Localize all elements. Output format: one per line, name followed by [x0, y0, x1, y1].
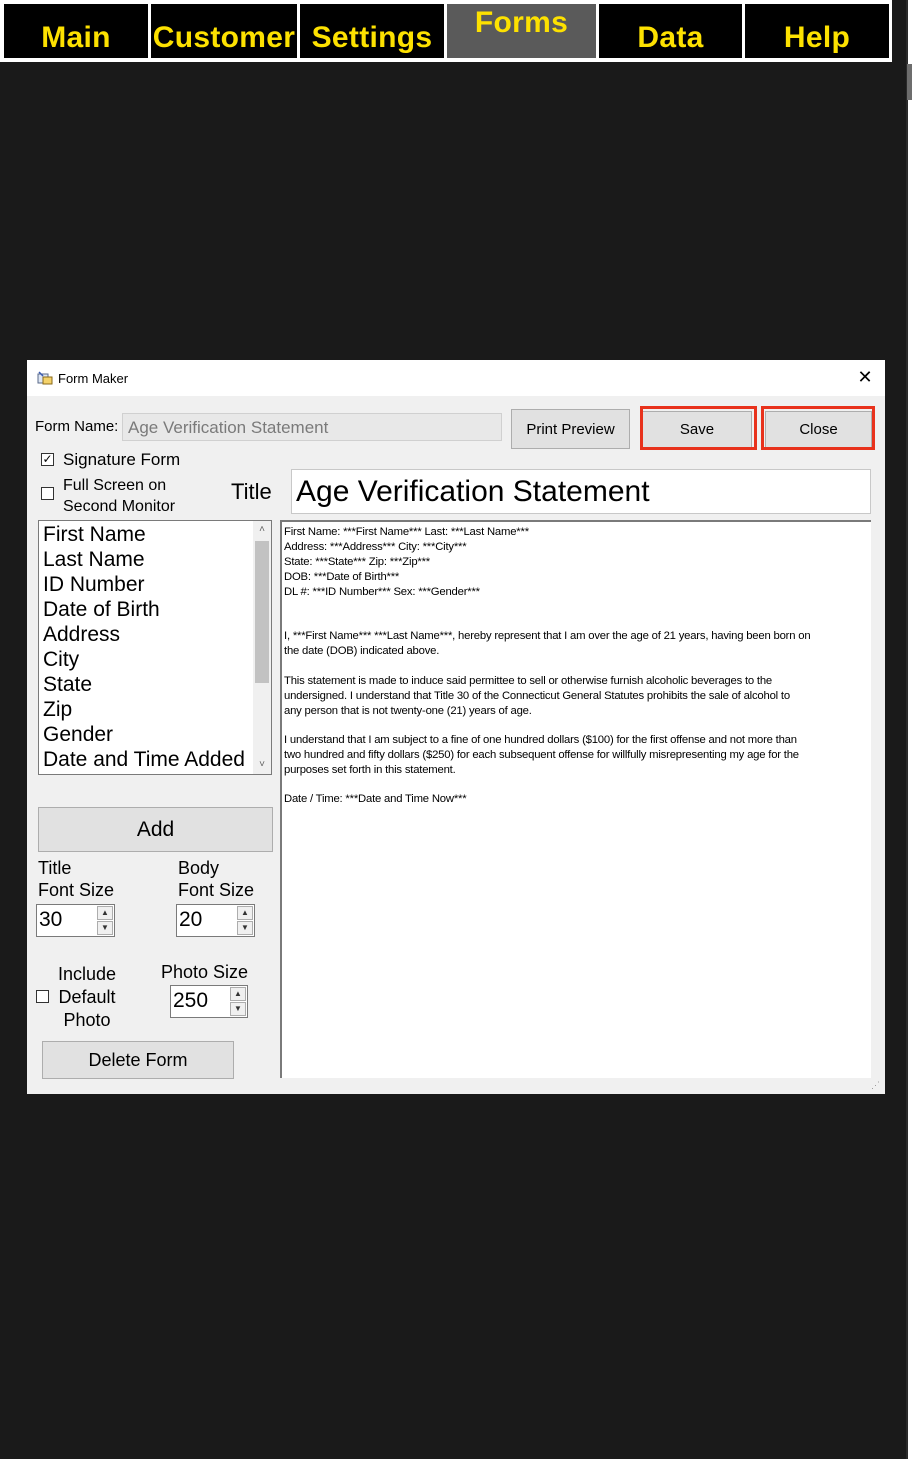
body-line: two hundred and fifty dollars ($250) for each subsequent offense for willfully misrepresenting my age for the [284, 749, 799, 761]
full-screen-label [63, 475, 175, 517]
body-line: First Name: ***First Name*** Last: ***Last Name*** [284, 526, 529, 538]
include-photo-label-line-2: Default [58, 987, 116, 1007]
listbox-scrollbar[interactable] [253, 521, 271, 774]
chevron-down-icon[interactable]: ˅ [259, 759, 265, 770]
tab-main[interactable] [4, 4, 148, 58]
add-field-button[interactable]: Add [38, 807, 273, 852]
body-font-size-value: 20 [179, 908, 203, 931]
delete-form-button[interactable]: Delete Form [42, 1041, 234, 1079]
include-photo-label-line-3: Photo [63, 1010, 111, 1030]
photo-size-label: Photo Size [161, 962, 249, 982]
body-line: any person that is not twenty-one (21) years of age. [284, 705, 532, 717]
list-item[interactable]: State [43, 673, 93, 696]
form-name-label: Form Name: [35, 418, 119, 435]
body-font-size-label-line-2: Font Size [178, 880, 255, 900]
tab-customer-label: Customer [152, 21, 296, 54]
title-font-size-label-line-1: Title [38, 858, 72, 878]
body-font-size-stepper[interactable] [176, 904, 255, 937]
form-name-input[interactable]: Age Verification Statement [122, 413, 502, 441]
full-screen-checkbox[interactable] [41, 487, 54, 500]
title-font-size-value: 30 [39, 908, 63, 931]
fields-listbox[interactable] [38, 520, 272, 775]
title-font-size-stepper[interactable] [36, 904, 115, 937]
window-bottom-border [0, 1459, 913, 1463]
tab-customer[interactable] [151, 4, 297, 58]
signature-form-checkbox[interactable] [41, 453, 54, 466]
close-button-highlight [761, 406, 875, 450]
scrollbar-thumb[interactable] [907, 64, 912, 100]
tab-main-label: Main [41, 21, 111, 54]
include-photo-label-line-1: Include [58, 964, 117, 984]
close-icon[interactable]: ✕ [857, 367, 873, 387]
title-font-size-label [38, 857, 114, 901]
list-item[interactable]: ID Number [43, 573, 145, 596]
list-item[interactable]: Date and Time Added [43, 748, 245, 771]
body-line: State: ***State*** Zip: ***Zip*** [284, 556, 430, 568]
save-button-highlight [640, 406, 757, 450]
body-line: This statement is made to induce said permittee to sell or otherwise furnish alcoholic beverages to the [284, 675, 773, 687]
dialog-titlebar [27, 360, 885, 396]
stepper-down-icon[interactable]: ▼ [230, 1002, 246, 1016]
form-body-editor[interactable] [280, 520, 871, 1078]
body-line: I, ***First Name*** ***Last Name***, hereby represent that I am over the age of 21 years, having been born on [284, 630, 811, 642]
tab-settings[interactable] [300, 4, 444, 58]
body-line: DL #: ***ID Number*** Sex: ***Gender*** [284, 586, 480, 598]
photo-size-value: 250 [173, 989, 209, 1012]
title-font-size-label-line-2: Font Size [38, 880, 115, 900]
body-line: DOB: ***Date of Birth*** [284, 571, 400, 583]
list-item[interactable]: Gender [43, 723, 114, 746]
tab-forms[interactable] [447, 4, 596, 58]
tab-help-label: Help [783, 21, 851, 54]
signature-form-label: Signature Form [63, 450, 181, 469]
tab-settings-label: Settings [311, 21, 433, 54]
main-nav [0, 0, 892, 62]
form-maker-app-icon [37, 371, 53, 385]
body-line: Address: ***Address*** City: ***City*** [284, 541, 467, 553]
body-line: I understand that I am subject to a fine of one hundred dollars ($100) for the first offense and not more than [284, 734, 797, 746]
dialog-title: Form Maker [58, 371, 129, 386]
list-item[interactable]: Date of Birth [43, 598, 160, 621]
photo-size-stepper[interactable] [170, 985, 248, 1018]
body-line: Date / Time: ***Date and Time Now*** [284, 793, 467, 805]
tab-data[interactable] [599, 4, 742, 58]
stepper-up-icon[interactable]: ▲ [230, 987, 246, 1001]
list-item[interactable]: Last Name [43, 548, 145, 571]
list-item[interactable]: First Name [43, 523, 146, 546]
include-default-photo-checkbox[interactable] [36, 990, 49, 1003]
window-border [908, 0, 913, 1463]
title-input[interactable]: Age Verification Statement [291, 469, 871, 514]
list-item[interactable]: Address [43, 623, 121, 646]
tab-forms-label: Forms [474, 6, 569, 39]
form-maker-dialog [27, 360, 885, 1094]
body-font-size-label [178, 857, 254, 901]
resize-grip-icon[interactable]: ⋰ [871, 1080, 880, 1090]
checkmark-icon: ✓ [42, 452, 53, 466]
close-button[interactable]: Close [765, 411, 872, 448]
body-font-size-label-line-1: Body [178, 858, 220, 878]
stepper-down-icon[interactable]: ▼ [237, 921, 253, 935]
body-line: the date (DOB) indicated above. [284, 645, 440, 657]
list-item[interactable]: Zip [43, 698, 73, 721]
body-line: undersigned. I understand that Title 30 of the Connecticut General Statutes prohibits the sale of alcohol to [284, 690, 790, 702]
stepper-down-icon[interactable]: ▼ [97, 921, 113, 935]
stepper-up-icon[interactable]: ▲ [97, 906, 113, 920]
include-default-photo-label [58, 963, 116, 1032]
body-line: purposes set forth in this statement. [284, 764, 456, 776]
tab-data-label: Data [637, 21, 704, 54]
chevron-up-icon[interactable]: ˄ [259, 524, 265, 535]
listbox-scrollbar-thumb[interactable] [255, 541, 269, 683]
full-screen-label-line-2: Second Monitor [63, 498, 176, 515]
list-item[interactable]: City [43, 648, 80, 671]
tab-help[interactable] [745, 4, 889, 58]
save-button[interactable]: Save [642, 411, 752, 448]
print-preview-button[interactable]: Print Preview [511, 409, 630, 449]
title-label: Title [231, 479, 272, 504]
stepper-up-icon[interactable]: ▲ [237, 906, 253, 920]
full-screen-label-line-1: Full Screen on [63, 477, 167, 494]
